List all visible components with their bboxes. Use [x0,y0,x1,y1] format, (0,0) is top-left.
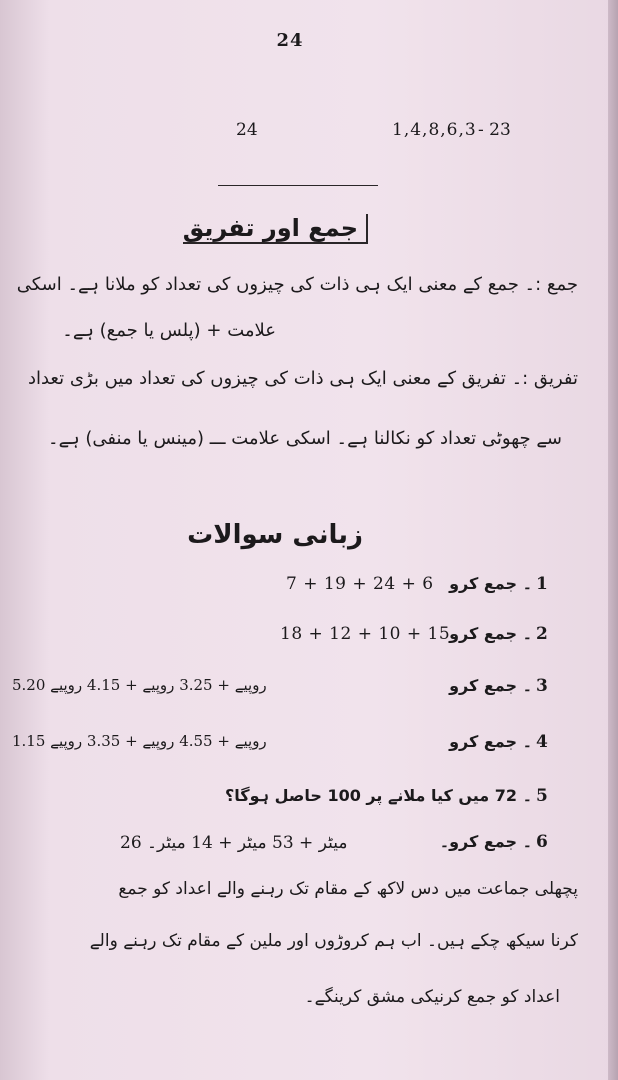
page-spine-shadow [608,0,618,1080]
paragraph-line: علامت + (پلس یا جمع) ہے۔ [62,320,276,341]
question-label: ۔ جمع کرو [449,624,532,643]
paragraph-line: سے چھوٹی تعداد کو نکالنا ہے۔ اسکی علامت ـــ (مینس یا منفی) ہے۔ [48,428,562,449]
question-row [0,624,618,664]
question-number: 5 [536,786,548,806]
page-number: 24 [276,30,304,51]
question-number: 2 [536,624,548,644]
question-expression: 7 + 19 + 24 + 6 [286,574,434,594]
closing-line: اعداد کو جمع کرنیکی مشق کرینگے۔ [304,987,560,1007]
question-expression: 18 + 12 + 10 + 15 [280,624,451,644]
closing-line: کرنا سیکھ چکے ہیں۔ اب ہم کروڑوں اور ملین کے مقام تک رہنے والے [89,931,578,951]
previous-row-left: 24 [236,120,258,140]
paragraph-line: جمع :۔ جمع کے معنی ایک ہی ذات کی چیزوں کی تعداد کو ملانا ہے۔ اسکی [16,274,578,295]
question-label: ۔ 72 میں کیا ملانے پر 100 حاصل ہوگا؟ [225,786,532,805]
question-expression: 26 میٹر + 53 میٹر + 14 میٹر۔ [120,833,348,853]
paragraph-line: تفریق :۔ تفریق کے معنی ایک ہی ذات کی چیزوں کی تعداد میں بڑی تعداد [27,368,578,389]
closing-line: پچھلی جماعت میں دس لاکھ کے مقام تک رہنے والے اعداد کو جمع [118,879,578,899]
previous-row-middle: 1,4,8,6,3 [392,120,477,140]
question-row [0,574,618,614]
question-row [0,732,618,772]
question-number: 4 [536,732,548,752]
question-label: ۔ جمع کرو [449,574,532,593]
question-label: ۔ جمع کرو۔ [439,832,532,851]
question-number: 6 [536,832,548,852]
question-number: 3 [536,676,548,696]
question-row [0,832,618,872]
oral-questions-title: زبانی سوالات [187,520,363,550]
question-row [0,786,618,826]
previous-row-right: - 23 [478,120,511,140]
question-label: ۔ جمع کرو [449,732,532,751]
section-divider [218,185,378,186]
question-row [0,676,618,716]
question-label: ۔ جمع کرو [449,676,532,695]
question-expression: 1.15 روپیے + 4.55 روپیے + 3.35 روپیے [12,732,267,750]
section-heading: جمع اور تفریق [183,214,368,244]
question-number: 1 [536,574,548,594]
question-expression: 5.20 روپیے + 3.25 روپیے + 4.15 روپیے [12,676,267,694]
